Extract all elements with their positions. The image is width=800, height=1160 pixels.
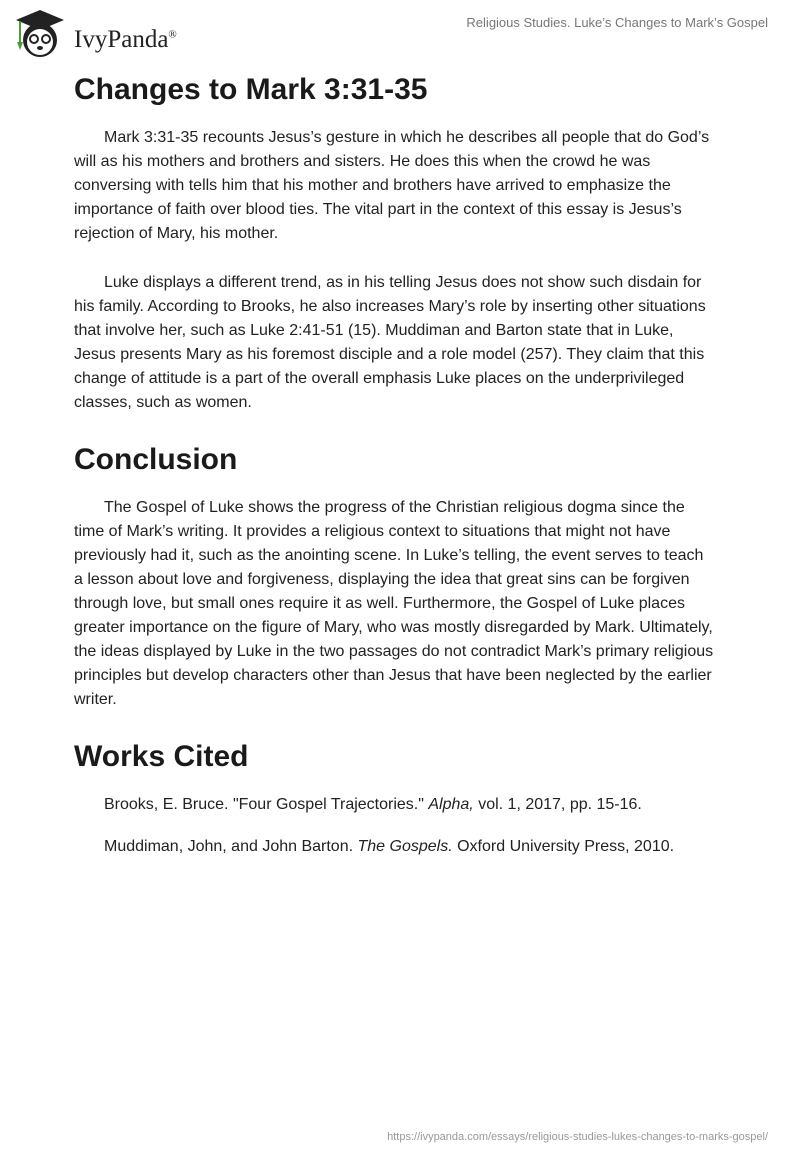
works-cited-heading: Works Cited [74, 740, 249, 773]
section-heading: Conclusion [74, 443, 238, 476]
citation-entry: Brooks, E. Bruce. "Four Gospel Trajectories." Alpha, vol. 1, 2017, pp. 15-16. [104, 796, 642, 813]
footer-url[interactable]: https://ivypanda.com/essays/religious-studies-lukes-changes-to-marks-gospel/ [387, 1131, 768, 1143]
citation-entry: Muddiman, John, and John Barton. The Gospels. Oxford University Press, 2010. [104, 838, 675, 855]
paragraph: The Gospel of Luke shows the progress of the Christian religious dogma since the time of Mark’s writing. It provides a religious context to situations that might not have previously had it, such as the anointing scene. In Luke’s telling, the event serves to teach a lesson about love and forgiveness, displaying the idea that great sins can be forgiven through love, but small ones require it as well. Furthermore, the Gospel of Luke places greater importance on the figure of Mary, who was mostly disregarded by Mark. Ultimately, the ideas displayed by Luke in the two passages do not contradict Mark’s primary religious principles but develop characters other than Jesus that have been neglected by the earlier writer. [74, 499, 714, 708]
registered-mark: ® [168, 28, 177, 41]
panda-logo-icon [12, 8, 70, 60]
paragraph: Luke displays a different trend, as in his telling Jesus does not show such disdain for his family. According to Brooks, he also increases Mary’s role by inserting other situations that involve her, such as Luke 2:41-51 (15). Muddiman and Barton state that in Luke, Jesus presents Mary as his foremost disciple and a role model (257). They claim that this change of attitude is a part of the overall emphasis Luke places on the underprivileged classes, such as women. [74, 274, 706, 411]
logo-text: IvyPanda [74, 26, 169, 53]
essay-content [74, 70, 714, 877]
section-heading: Changes to Mark 3:31-35 [74, 73, 428, 106]
logo[interactable] [12, 8, 177, 60]
paragraph: Mark 3:31-35 recounts Jesus’s gesture in which he describes all people that do God’s will as his mothers and brothers and sisters. He does this when the crowd he was conversing with tells him that his mother and brothers have arrived to emphasize the importance of faith over blood ties. The vital part in the context of this essay is Jesus’s rejection of Mary, his mother. [74, 129, 710, 242]
document-title: Religious Studies. Luke’s Changes to Mark’s Gospel [466, 15, 768, 30]
